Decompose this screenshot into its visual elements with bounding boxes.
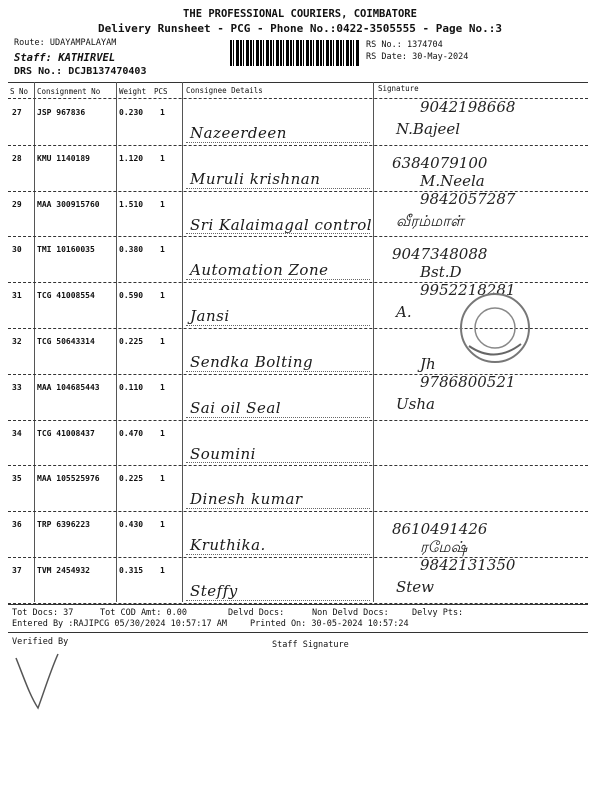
row-consignment-no: TMI 10160035 (37, 245, 95, 255)
row-weight: 0.470 (119, 428, 144, 438)
row-sno: 28 (12, 153, 22, 163)
col-header-pcs: PCS (154, 87, 168, 96)
col-header-consignee: Consignee Details (186, 86, 263, 95)
row-sno: 36 (12, 520, 22, 530)
consignee-underline (186, 600, 370, 601)
row-weight: 0.590 (119, 291, 144, 301)
consignee-underline (186, 554, 370, 555)
row-phone: 8610491426 (392, 520, 488, 539)
col-header-sno: S No (10, 87, 29, 96)
row-consignment-no: MAA 104685443 (37, 382, 100, 392)
courier-stamp-icon (455, 288, 535, 368)
company-title: THE PROFESSIONAL COURIERS, COIMBATORE (183, 8, 417, 20)
row-consignment-no: KMU 1140189 (37, 153, 90, 163)
row-sno: 31 (12, 291, 22, 301)
consignee-underline (186, 188, 370, 189)
route-line (14, 38, 116, 48)
consignee-underline (186, 142, 370, 143)
row-consignee-name: Nazeerdeen (190, 124, 287, 142)
row-signature: Jh (420, 355, 436, 373)
row-sno: 30 (12, 245, 22, 255)
row-consignment-no: TCG 50643314 (37, 337, 95, 346)
table-row (8, 421, 588, 467)
row-consignment-no: JSP 967836 (37, 108, 86, 117)
row-consignee-name: Dinesh kumar (190, 490, 303, 509)
staff-signature-label: Staff Signature (272, 640, 349, 650)
row-consignment-no: TRP 6396223 (37, 520, 90, 530)
row-phone: 6384079100 (392, 153, 488, 172)
table-row (8, 512, 588, 558)
row-consignment-no: TCG 41008554 (37, 291, 95, 301)
tot-docs: Tot Docs: 37 (12, 608, 74, 618)
rs-date-line (366, 52, 468, 62)
row-consignee-name: Muruli krishnan (190, 169, 321, 188)
consignee-underline (186, 417, 370, 418)
row-phone: 9786800521 (420, 372, 516, 391)
row-consignment-no: MAA 300915760 (37, 199, 100, 209)
row-consignment-no: MAA 105525976 (37, 474, 100, 484)
consignee-underline (186, 233, 370, 234)
row-pcs: 1 (160, 245, 165, 255)
row-sno: 35 (12, 474, 22, 484)
delvy-pts: Delvy Pts: (412, 608, 464, 618)
printed-on: Printed On: 30-05-2024 10:57:24 (250, 619, 409, 629)
row-phone: 9042198668 (420, 98, 516, 116)
non-delvd-docs: Non Delvd Docs: (312, 608, 389, 618)
row-weight: 1.510 (119, 199, 144, 209)
verifier-signature-mark (10, 648, 70, 718)
row-sno: 29 (12, 199, 22, 209)
row-consignment-no: TCG 41008437 (37, 428, 95, 438)
row-consignee-name: Sai oil Seal (190, 398, 282, 417)
delvd-docs: Delvd Docs: (228, 608, 285, 618)
rs-no-line (366, 40, 443, 50)
row-weight: 1.120 (119, 153, 144, 163)
row-pcs: 1 (160, 566, 165, 575)
col-header-signature: Signature (378, 84, 419, 93)
drs-line (14, 66, 146, 77)
staff-value: KATHIRVEL (58, 52, 116, 64)
row-sno: 32 (12, 337, 22, 346)
rs-no-value: 1374704 (406, 40, 443, 50)
row-weight: 0.225 (119, 337, 144, 346)
row-pcs: 1 (160, 428, 165, 438)
row-sno: 37 (12, 566, 22, 575)
runsheet-title: Delivery Runsheet - PCG - Phone No.:0422-3505555 - Page No.:3 (98, 22, 502, 35)
row-signature: M.Neela (420, 171, 485, 190)
drs-value: DCJB137470403 (68, 66, 147, 77)
row-signature: A. (396, 303, 412, 322)
row-signature: ரமேஷ் (420, 538, 468, 557)
row-weight: 0.225 (119, 474, 144, 484)
footer-border (8, 604, 588, 605)
row-pcs: 1 (160, 291, 165, 301)
row-consignment-no: TVM 2454932 (37, 566, 90, 575)
row-consignee-name: Kruthika. (190, 536, 266, 555)
tot-cod-amt: Tot COD Amt: 0.00 (100, 608, 187, 618)
staff-label: Staff: (14, 52, 52, 64)
row-pcs: 1 (160, 199, 165, 209)
drs-label: DRS No.: (14, 66, 63, 77)
row-phone: 9842057287 (420, 189, 516, 208)
row-pcs: 1 (160, 108, 165, 117)
row-weight: 0.430 (119, 520, 144, 530)
footer-bottom-border (8, 632, 588, 633)
rs-date-label: RS Date: (366, 52, 407, 62)
route-label: Route: (14, 38, 45, 48)
row-signature: N.Bajeel (396, 120, 461, 138)
row-sno: 34 (12, 428, 22, 438)
row-phone: 9842131350 (420, 556, 516, 574)
row-consignee-name: Sri Kalaimagal control (190, 215, 373, 234)
row-consignee-name: Soumini (190, 444, 256, 463)
row-sno: 33 (12, 382, 22, 392)
row-pcs: 1 (160, 382, 165, 392)
row-pcs: 1 (160, 337, 165, 346)
row-consignee-name: Automation Zone (190, 261, 329, 280)
consignee-underline (186, 508, 370, 509)
row-signature: Stew (396, 578, 435, 596)
rs-no-label: RS No.: (366, 40, 402, 50)
verified-by: Verified By (12, 637, 69, 647)
route-value: UDAYAMPALAYAM (49, 38, 117, 48)
row-signature: Bst.D (420, 263, 462, 282)
col-header-consignment: Consignment No (37, 87, 101, 96)
entered-by: Entered By :RAJIPCG 05/30/2024 10:57:17 AM (12, 619, 227, 629)
consignee-underline (186, 279, 370, 280)
row-consignee-name: Sendka Bolting (190, 353, 314, 371)
staff-line (14, 52, 115, 64)
row-phone: 9047348088 (392, 245, 488, 264)
row-pcs: 1 (160, 520, 165, 530)
row-weight: 0.380 (119, 245, 144, 255)
row-signature: வீரம்மாள் (396, 211, 464, 230)
rs-date-value: 30-May-2024 (412, 52, 469, 62)
row-weight: 0.110 (119, 382, 144, 392)
row-phone: 9952218281 (420, 281, 516, 300)
row-pcs: 1 (160, 153, 165, 163)
row-consignee-name: Jansi (190, 307, 230, 326)
consignee-underline (186, 325, 370, 326)
consignee-underline (186, 371, 370, 372)
row-pcs: 1 (160, 474, 165, 484)
barcode (230, 40, 360, 66)
consignee-underline (186, 462, 370, 463)
row-weight: 0.230 (119, 108, 144, 117)
table-top-border (8, 82, 588, 83)
col-header-weight: Weight (119, 87, 147, 96)
row-sno: 27 (12, 108, 22, 117)
row-consignee-name: Steffy (190, 582, 238, 600)
row-signature: Usha (396, 394, 435, 413)
row-weight: 0.315 (119, 566, 144, 575)
